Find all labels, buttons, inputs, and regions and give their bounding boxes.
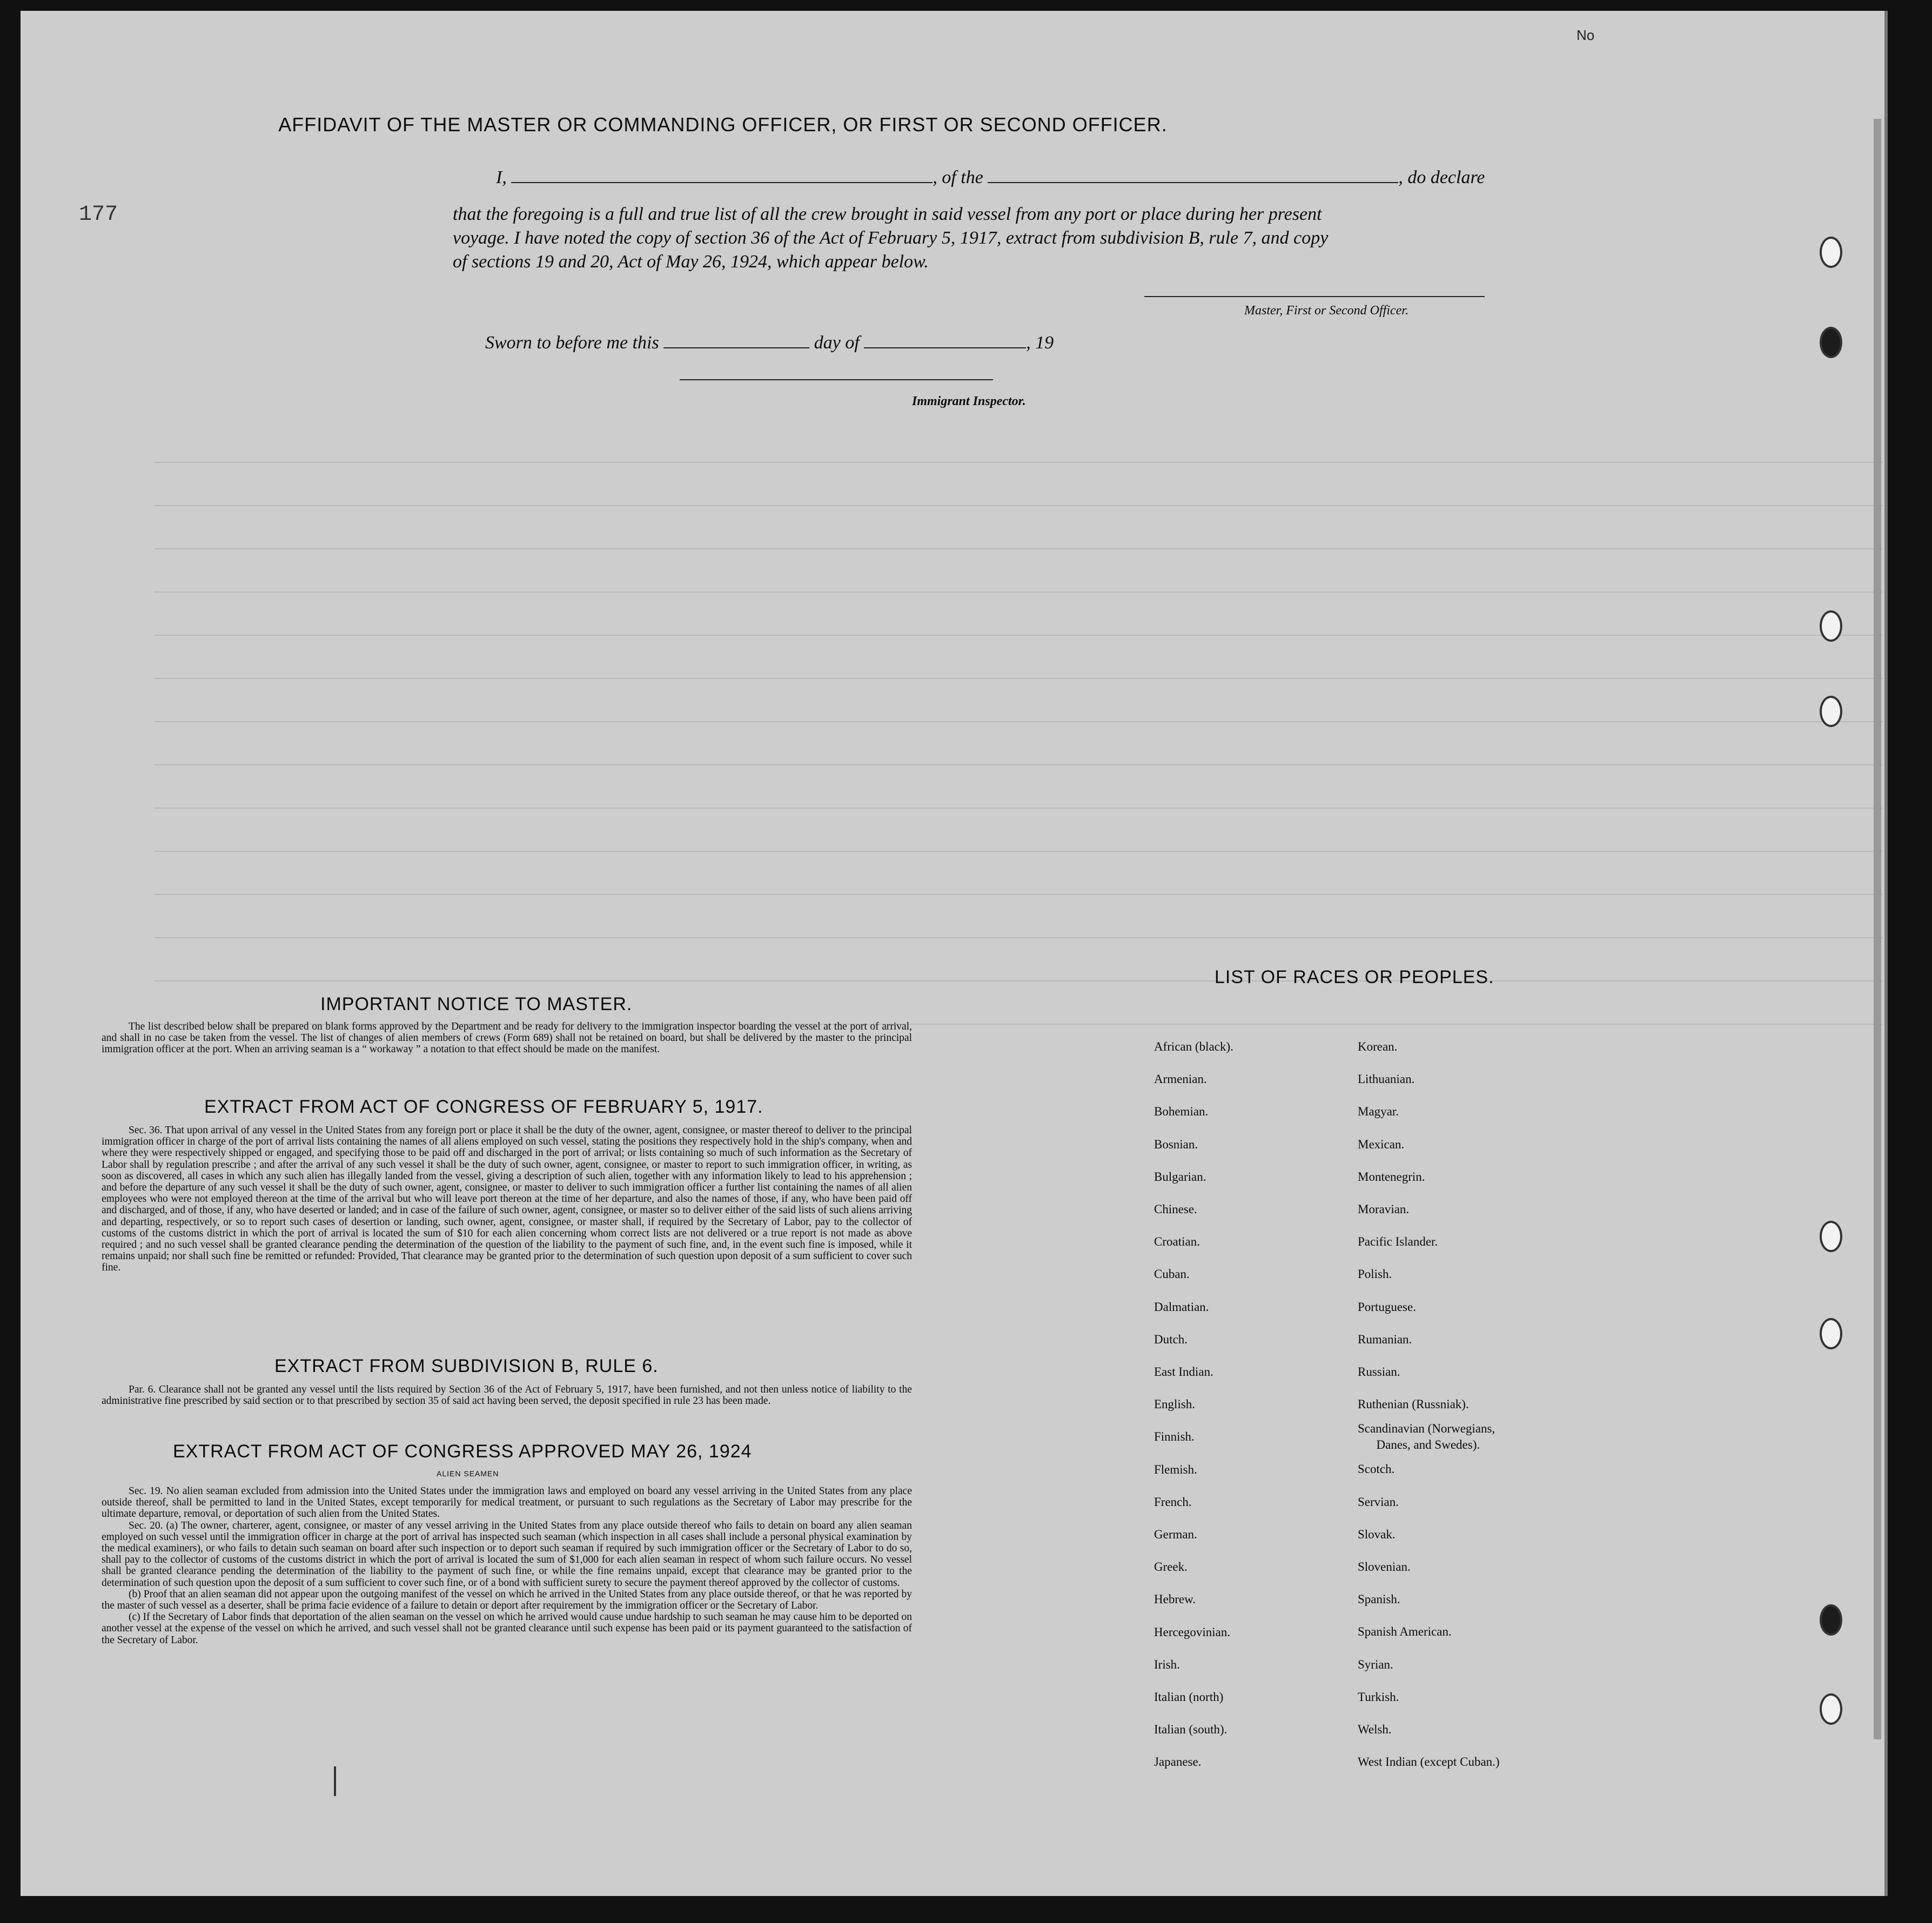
- races-right-column: [1358, 1031, 1500, 1778]
- alien-seamen-subtitle: ALIEN SEAMEN: [437, 1469, 499, 1478]
- races-left-column: [1154, 1031, 1233, 1779]
- race-item: Syrian.: [1358, 1657, 1393, 1671]
- races-list-title: LIST OF RACES OR PEOPLES.: [1215, 967, 1494, 987]
- corner-number-stub: No: [1577, 27, 1595, 43]
- notice-title: IMPORTANT NOTICE TO MASTER.: [320, 994, 633, 1014]
- vessel-name-blank[interactable]: [988, 182, 1398, 183]
- manifest-page: [21, 11, 1888, 1896]
- binder-hole-6: [1820, 1318, 1842, 1349]
- race-item: Scandinavian (Norwegians, Danes, and Swedes).: [1358, 1422, 1495, 1452]
- race-item: Pacific Islander.: [1358, 1235, 1438, 1249]
- race-item: Italian (north): [1154, 1690, 1224, 1704]
- race-item: Croatian.: [1154, 1235, 1200, 1249]
- race-item: Armenian.: [1154, 1072, 1207, 1086]
- master-signature-line[interactable]: [1144, 296, 1485, 297]
- race-item: Bosnian.: [1154, 1137, 1198, 1151]
- section-20c-paragraph: (c) If the Secretary of Labor finds that deportation of the alien seaman on the vessel on which he arrived would cause undue hardship to such seaman he may cause him to be deported on another vessel at the expense of the vessel on which he arrived, and such vessel shall not be granted clearance until such expense has been paid or its payment guaranteed to the satisfaction of the Secretary of Labor.: [102, 1611, 912, 1646]
- race-item: Moravian.: [1358, 1202, 1410, 1216]
- race-item: Korean.: [1358, 1040, 1398, 1053]
- race-item: Spanish American.: [1358, 1625, 1452, 1639]
- sworn-day-blank[interactable]: [663, 347, 809, 348]
- section-20a-paragraph: Sec. 20. (a) The owner, charterer, agent, consignee, or master of any vessel arriving in the United States from any place outside thereof who fails to detain on board any alien seaman employed on such vessel until the immigration officer in charge at the port of arrival has inspected such seaman (which inspection in all cases shall include a personal physical examination by the medical examiners), or who fails to detain such seaman on board after such inspection or to deport such seaman if required by such immigration officer or the Secretary of Labor to do so, shall pay to the collector of customs of the customs district in which the port of arrival is located the sum of $1,000 for each alien seaman in respect of whom such failure occurs. No vessel shall be granted clearance pending the determination of the liability to the payment of such fine, or while the fine remains unpaid, except that clearance may be granted prior to the determination of such question upon the deposit of a sum sufficient to cover such fine, or of a bond with sufficient surety to secure the payment thereof approved by the collector of customs.: [102, 1519, 912, 1589]
- inspector-signature-line[interactable]: [680, 379, 993, 380]
- rule-6-title: EXTRACT FROM SUBDIVISION B, RULE 6.: [274, 1356, 659, 1376]
- race-item: Lithuanian.: [1358, 1072, 1415, 1086]
- extract-1924-body: [102, 1485, 912, 1646]
- race-item: Italian (south).: [1154, 1723, 1227, 1737]
- binder-hole-5: [1820, 1221, 1842, 1252]
- race-item: Chinese.: [1154, 1202, 1197, 1216]
- rule-6-body: [102, 1384, 912, 1407]
- affidavit-line-2: that the foregoing is a full and true list of all the crew brought in said vessel from any port or place during her present: [453, 204, 1322, 224]
- master-signature-label: Master, First or Second Officer.: [1244, 304, 1408, 318]
- section-36-paragraph: Sec. 36. That upon arrival of any vessel in the United States from any foreign port or place it shall be the duty of the owner, agent, consignee, or master thereof to deliver to the principal immigration officer in charge of the port of arrival lists containing the names of all aliens employed on such vessel, stating the positions they respectively hold in the ship's company, when and where they were respectively shipped or engaged, and specifying those to be paid off and discharged in the port of arrival; or lists containing so much of such information as the Secretary of Labor shall by regulation prescribe ; and after the arrival of any such vessel it shall be the duty of such owner, agent, consignee, or master to report to such immigration officer, in writing, as soon as discovered, all cases in which any such alien has illegally landed from the vessel, giving a description of such alien, together with any information likely to lead to his apprehension ; and before the departure of any such vessel it shall be the duty of such owner, agent, consignee, or master to deliver to such immigration officer a further list containing the names of all alien employees who were not employed thereon at the time of the arrival but who will leave port thereon at the time of her departure, and also the names of those, if any, who have been paid off and discharged, and of those, if any, who have deserted or landed; and in case of the failure of such owner, agent, consignee, or master so to deliver either of the said lists of such aliens arriving and departing, respectively, or so to report such cases of desertion or landing, such owner, agent, consignee, or master shall, if required by the Secretary of Labor, pay to the collector of customs of the customs district in which the port of arrival is located the sum of $10 for each alien concerning whom correct lists are not delivered or a true report is not made as above required ; and no such vessel shall be granted clearance pending the determination of the question of the liability to the payment of such fine, and, in the event such fine is imposed, while it remains unpaid; nor shall such fine be remitted or refunded: Provided, That clearance may be granted prior to the determination of such question upon deposit of a sum sufficient to cover such fine.: [102, 1125, 912, 1274]
- par-6-paragraph: Par. 6. Clearance shall not be granted any vessel until the lists required by Section 36 of the Act of February 5, 1917, have been furnished, and not then unless notice of liability to the administrative fine prescribed by said section or to that prescribed by section 35 of said act having been served, the deposit specified in rule 23 has been made.: [102, 1384, 912, 1407]
- affidavit-title: AFFIDAVIT OF THE MASTER OR COMMANDING OFFICER, OR FIRST OR SECOND OFFICER.: [278, 113, 1168, 136]
- notice-paragraph: The list described below shall be prepared on blank forms approved by the Department and be ready for delivery to the immigration inspector boarding the vessel at the port of arrival, and shall in no case be taken from the vessel. The list of changes of alien members of crews (Form 689) shall not be retained on board, but shall be delivered by the master to the principal immigration officer at the port. When an arriving seaman is a “ workaway ” a notation to that effect should be made on the manifest.: [102, 1021, 912, 1055]
- affidavit-line-4: of sections 19 and 20, Act of May 26, 1924, which appear below.: [453, 252, 929, 272]
- inspector-signature-label: Immigrant Inspector.: [912, 394, 1026, 408]
- race-item: Greek.: [1154, 1560, 1188, 1574]
- race-item: Magyar.: [1358, 1105, 1399, 1119]
- sworn-day-of-label: day of: [814, 333, 860, 353]
- binder-hole-8: [1820, 1693, 1842, 1725]
- race-item: Welsh.: [1358, 1723, 1392, 1737]
- race-item: West Indian (except Cuban.): [1358, 1755, 1500, 1769]
- race-item: Flemish.: [1154, 1462, 1197, 1476]
- race-item: Finnish.: [1154, 1430, 1195, 1444]
- extract-1924-title: EXTRACT FROM ACT OF CONGRESS APPROVED MAY 26, 1924: [173, 1441, 752, 1462]
- race-item: German.: [1154, 1528, 1197, 1542]
- officer-name-blank[interactable]: [511, 182, 933, 183]
- section-19-paragraph: Sec. 19. No alien seaman excluded from admission into the United States under the immigration laws and employed on board any vessel arriving in the United States from any place outside thereof, shall be permitted to land in the United States, except temporarily for medical treatment, or pursuant to such regulations as the Secretary of Labor may prescribe for the ultimate departure, removal, or deportation of such alien from the United States.: [102, 1485, 912, 1520]
- affidavit-of-the-label: , of the: [933, 167, 983, 187]
- race-item: Turkish.: [1358, 1690, 1399, 1704]
- affidavit-line-1: [496, 167, 1485, 188]
- sworn-month-blank[interactable]: [864, 347, 1026, 348]
- margin-note: 177: [79, 203, 118, 227]
- race-item: Hebrew.: [1154, 1592, 1196, 1606]
- race-item: African (black).: [1154, 1040, 1233, 1053]
- race-item: Ruthenian (Russniak).: [1358, 1397, 1469, 1411]
- affidavit-i-label: I,: [496, 167, 507, 187]
- race-item: Spanish.: [1358, 1592, 1400, 1606]
- race-item: East Indian.: [1154, 1365, 1213, 1379]
- sworn-prefix: Sworn to before me this: [485, 333, 659, 353]
- binder-hole-1: [1820, 237, 1842, 268]
- race-item: Portuguese.: [1358, 1300, 1416, 1314]
- race-item: Cuban.: [1154, 1267, 1190, 1281]
- race-item: Dalmatian.: [1154, 1300, 1209, 1314]
- race-item: Hercegovinian.: [1154, 1625, 1231, 1639]
- sworn-year-label: , 19: [1026, 333, 1054, 353]
- race-item: Slovenian.: [1358, 1560, 1411, 1574]
- race-item: Mexican.: [1358, 1137, 1405, 1151]
- race-item: Servian.: [1358, 1495, 1399, 1509]
- notice-body: [102, 1021, 912, 1055]
- race-item: Rumanian.: [1358, 1332, 1412, 1346]
- binder-hole-4: [1820, 696, 1842, 727]
- race-item: Slovak.: [1358, 1527, 1396, 1541]
- pen-mark: [334, 1766, 336, 1796]
- extract-1917-title: EXTRACT FROM ACT OF CONGRESS OF FEBRUARY 5, 1917.: [204, 1097, 763, 1117]
- race-item: English.: [1154, 1397, 1196, 1411]
- race-item: Japanese.: [1154, 1755, 1202, 1769]
- affidavit-declare-label: , do declare: [1398, 167, 1485, 187]
- race-item: Scotch.: [1358, 1462, 1395, 1476]
- race-item: Dutch.: [1154, 1332, 1188, 1346]
- binder-hole-2: [1820, 327, 1842, 358]
- extract-1917-body: [102, 1125, 912, 1274]
- binder-hole-7: [1820, 1604, 1842, 1636]
- race-item: Montenegrin.: [1358, 1169, 1425, 1184]
- binder-hole-3: [1820, 610, 1842, 642]
- race-item: Russian.: [1358, 1365, 1400, 1379]
- section-20b-paragraph: (b) Proof that an alien seaman did not appear upon the outgoing manifest of the vessel on which he arrived in the United States from any place outside thereof, or that he was reported by the master of such vessel as a deserter, shall be prima facie evidence of a failure to detain or deport after requirement by the immigration officer or the Secretary of Labor.: [102, 1588, 912, 1612]
- race-item: French.: [1154, 1495, 1192, 1509]
- race-item: Polish.: [1358, 1267, 1392, 1281]
- race-item: Bohemian.: [1154, 1105, 1209, 1119]
- affidavit-line-3: voyage. I have noted the copy of section 36 of the Act of February 5, 1917, extract from subdivision B, rule 7, and copy: [453, 228, 1329, 248]
- sworn-line: [485, 333, 1054, 353]
- race-item: Irish.: [1154, 1657, 1180, 1671]
- race-item: Bulgarian.: [1154, 1169, 1206, 1184]
